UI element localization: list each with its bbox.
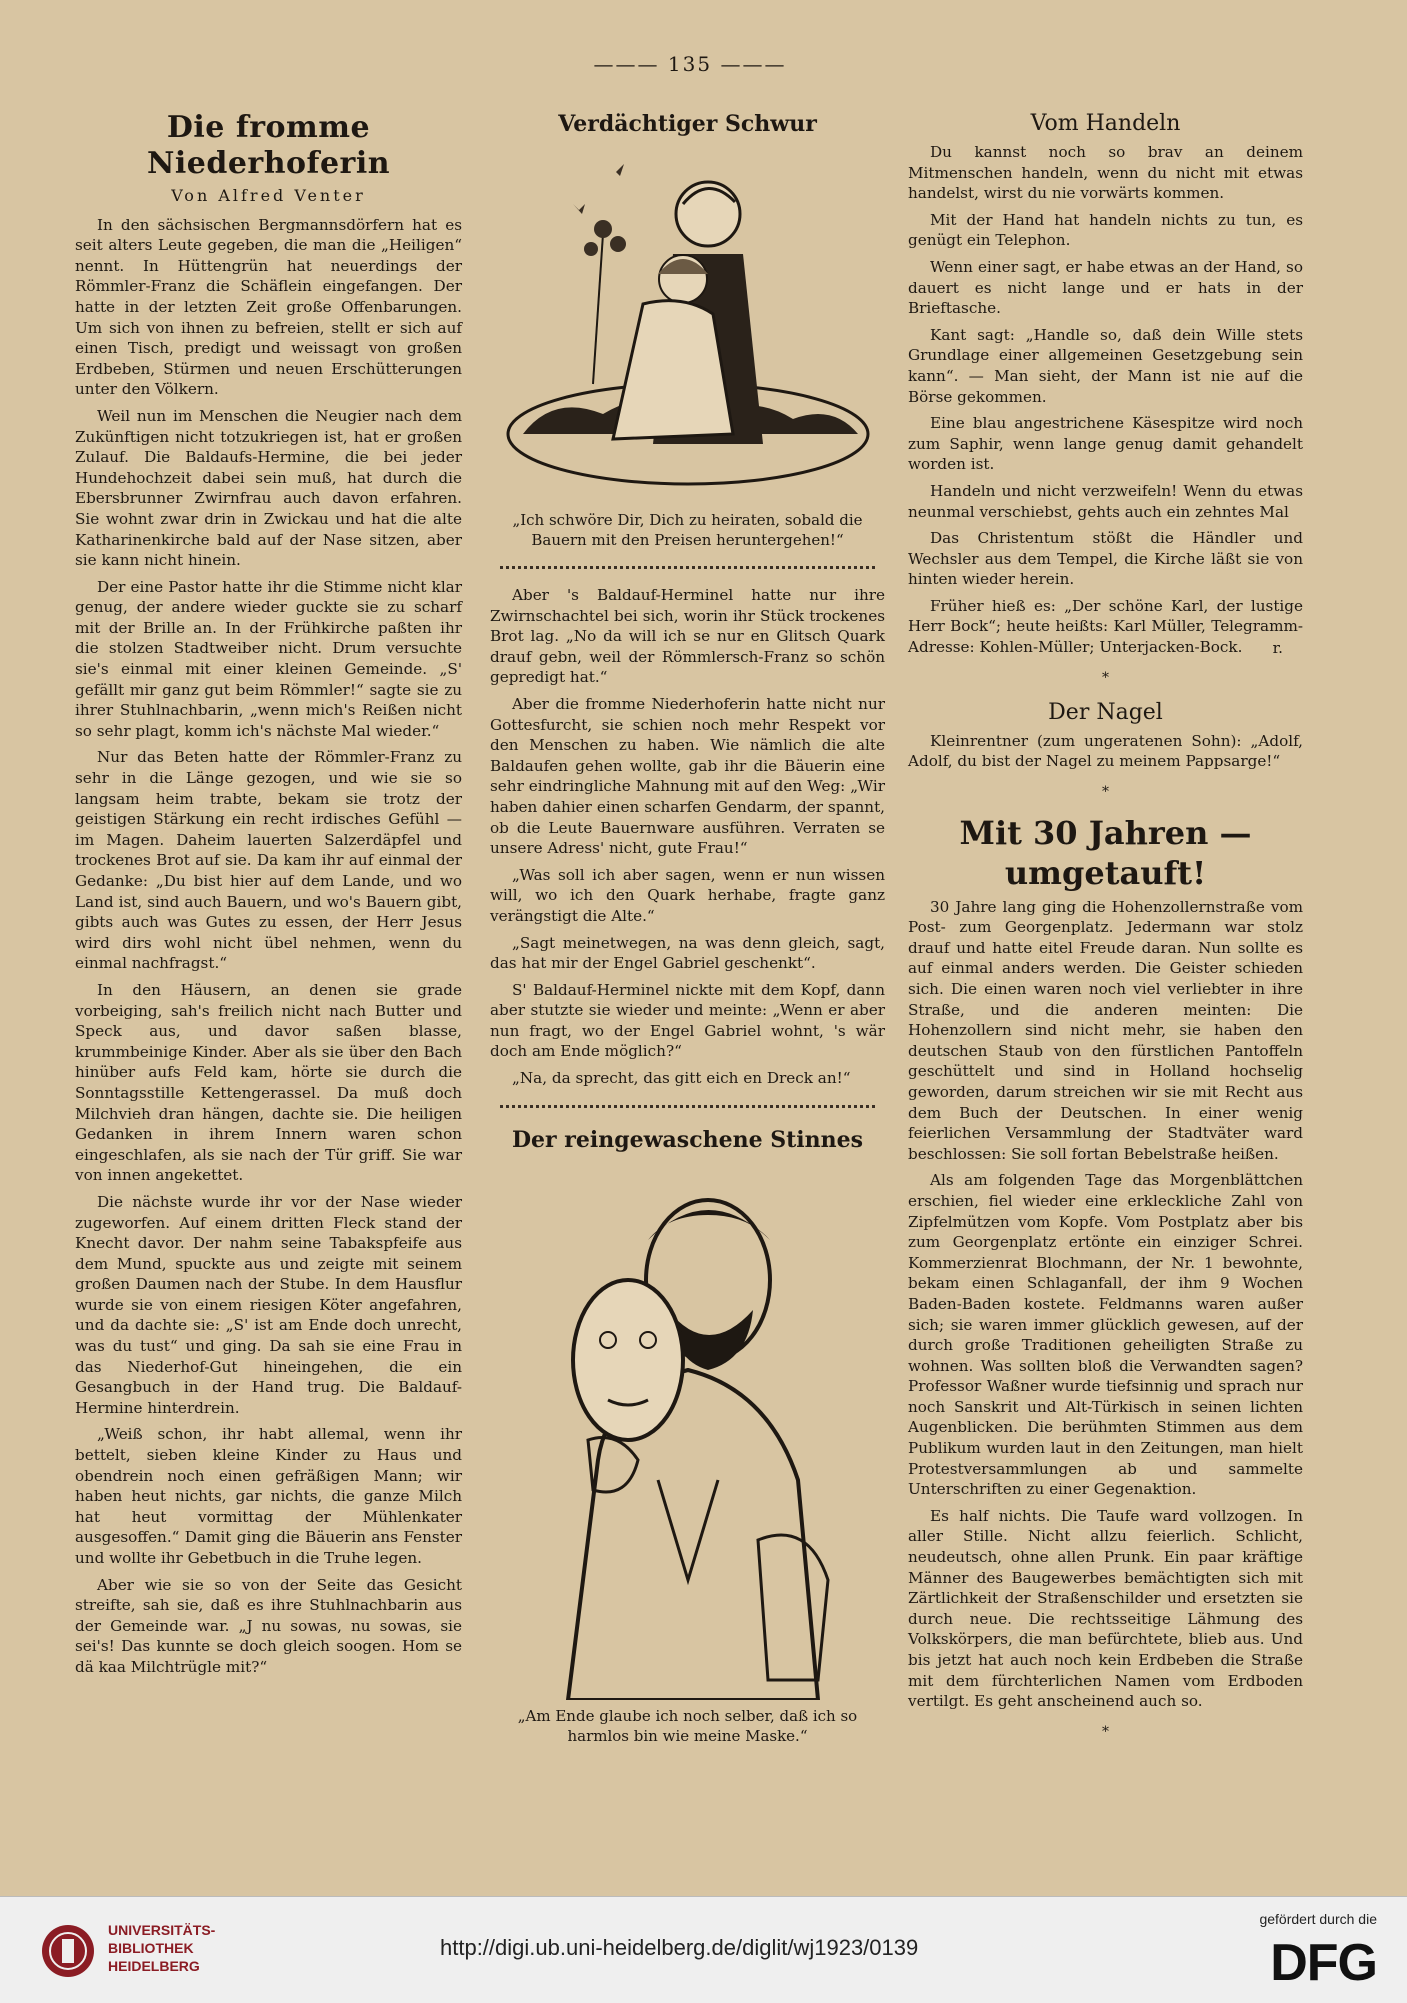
paragraph: Es half nichts. Die Taufe ward vollzogen. In aller Stille. Nicht allzu feierlich. Schlicht, neudeutsch, ohne allen Prunk. Ein paar kräftige Männer des Baugewerbes bemächtigten sich mit Zärtlichkeit der Straßenschilder und ersetzten sie durch neue. Die rechtsseitige Lähmung des Volkskörpers, die man befürchtete, blieb aus. Und bis jetzt hat auch noch kein Erdbeben die Straße mit dem fürchterlichen Namen vom Erdboden vertilgt. Es geht anscheinend auch so. <box>908 1506 1303 1711</box>
end-star: * <box>1102 1723 1109 1740</box>
dotted-divider <box>500 566 875 569</box>
viewer-footer <box>0 1896 1407 2003</box>
column-1 <box>75 110 462 1678</box>
paragraph: Du kannst noch so brav an deinem Mitmenschen handeln, wenn du nicht mit etwas handelst, wirst du nie vorwärts kommen. <box>908 143 1303 203</box>
author-signature: r. <box>1272 638 1283 657</box>
sponsor-text: gefördert durch die <box>1259 1911 1377 1927</box>
paragraph: „Was soll ich aber sagen, wenn er nun wissen will, wo ich den Quark herhabe, fragte ganz verängstigt die Alte.“ <box>490 865 885 925</box>
dotted-divider <box>500 1105 875 1108</box>
story-title-umgetauft: Mit 30 Jahren — umgetauft! <box>959 813 1252 892</box>
column-2 <box>490 110 885 1756</box>
library-seal-icon <box>40 1923 96 1979</box>
paragraph: Mit der Hand hat handeln nichts zu tun, es genügt ein Telephon. <box>908 210 1303 250</box>
dfg-logo: DFG <box>1270 1934 1377 1992</box>
story-title-handeln: Vom Handeln <box>1030 111 1181 136</box>
paragraph: Als am folgenden Tage das Morgenblättchen erschien, fiel wieder eine erkleckliche Zahl von Zipfelmützen vom Kopfe. Vom Postplatz aber bis zum Georgenplatz ertönte ein einziger Schrei. Kommerzienrat Blochmann, der Nr. 1 bewohnte, bekam einen Schlaganfall, der ihm 9 Wochen Baden-Baden kostete. Feldmanns waren außer sich; sie waren immer glücklich gewesen, auf der durch große Traditionen geheiligten Straße zu wohnen. Was sollten bloß die Verwandten sagen? Professor Waßner wurde tiefsinnig und sprach nur noch Sanskrit und Alt-Türkisch in seinen lichten Augenblicken. Die berühmten Stimmen aus dem Publikum wurden laut in den Zeitungen, man hielt Protestversammlungen ab und sammelte Unterschriften zu einer Gegenaktion. <box>908 1171 1303 1499</box>
paragraph: Die nächste wurde ihr vor der Nase wieder zugeworfen. Auf einem dritten Fleck stand der Knecht davor. Der nahm seine Tabakspfeife aus dem Mund, spuckte aus und zeigte mit seinem großen Daumen nach der Stube. In dem Hausflur wurde sie von einem riesigen Köter angefahren, und da dachte sie: „S' ist am Ende doch unrecht, was du tust“ und ging. Da sah sie eine Frau in das Niederhof-Gut hineingehen, die ein Gesangbuch in der Hand trug. Die Baldauf-Hermine hinterdrein. <box>75 1192 462 1417</box>
paragraph: In den sächsischen Bergmannsdörfern hat es seit alters Leute gegeben, die man die „Heiligen“ nennt. In Hüttengrün hat neuerdings der Römmler-Franz die Schäflein eingefangen. Der hatte in der letzten Zeit große Offenbarungen. Um sich von ihnen zu befreien, stellt er sich auf einen Tisch, predigt und weissagt von großen Erdbeben, Stürmen und neuen Erschütterungen unter den Völkern. <box>75 215 462 399</box>
couple-cartoon <box>493 144 883 504</box>
page-number-line: ——— 135 ——— <box>593 52 787 76</box>
library-name-line: HEIDELBERG <box>108 1958 200 1974</box>
cartoon-caption-stinnes: „Am Ende glaube ich noch selber, daß ich so harmlos bin wie meine Maske.“ <box>517 1706 858 1745</box>
library-name-line: UNIVERSITÄTS- <box>108 1922 216 1938</box>
paragraph: „Weiß schon, ihr habt allemal, wenn ihr bettelt, sieben kleine Kinder zu Haus und obendrein noch einen gefräßigen Mann; wir haben heut nichts, gar nichts, die ganze Milch hat heut vormittag der Mühlenkater ausgesoffen.“ Damit ging die Bäuerin ans Fenster und wollte ihr Gebetbuch in die Truhe legen. <box>75 1425 462 1567</box>
section-star: * <box>1102 784 1109 801</box>
paragraph: Kleinrentner (zum ungeratenen Sohn): „Adolf, Adolf, du bist der Nagel zu meinem Pappsarge!“ <box>908 731 1303 771</box>
paragraph: Handeln und nicht verzweifeln! Wenn du etwas neunmal verschiebst, gehts auch ein zehntes Mal <box>908 481 1303 521</box>
paragraph: Früher hieß es: „Der schöne Karl, der lustige Herr Bock“; heute heißts: Karl Müller, Telegramm-Adresse: Kohlen-Müller; Unterjacken-Bock. <box>908 596 1303 657</box>
paragraph: 30 Jahre lang ging die Hohenzollernstraße vom Post- zum Georgenplatz. Jedermann war stolz drauf und hatte eitel Freude daran. Nun sollte es auf einmal anders werden. Die Geister schieden sich. Die einen waren noch viel verliebter in ihre Straße, und die anderen meinten: Die Hohenzollern sind nicht mehr, sie haben den deutschen Staub von den fürstlichen Pantoffeln geschüttelt und sind in Holland hochselig geworden, darum streichen wir sie mit Recht aus dem Buch der Deutschen. In einer wenig feierlichen Versammlung der Stadtväter ward beschlossen: Sie soll fortan Bebelstraße heißen. <box>908 897 1303 1163</box>
column-3 <box>908 110 1303 1752</box>
permalink-url[interactable]: http://digi.ub.uni-heidelberg.de/diglit/wj1923/0139 <box>440 1935 919 1960</box>
section-star: * <box>1102 670 1109 687</box>
story-title-niederhoferin: Die fromme Niederhoferin <box>146 110 391 181</box>
paragraph: Das Christentum stößt die Händler und Wechsler aus dem Tempel, die Kirche läßt sie von hinten wieder herein. <box>908 529 1303 589</box>
stinnes-mask-cartoon <box>508 1160 868 1700</box>
library-name <box>108 1921 215 1975</box>
paragraph: S' Baldauf-Herminel nickte mit dem Kopf, dann aber stutzte sie wieder und meinte: „Wenn er aber nun fragt, wo der Engel Gabriel wohnt, 's wär doch am Ende möglich?“ <box>490 980 885 1061</box>
cartoon-caption-schwur: „Ich schwöre Dir, Dich zu heiraten, sobald die Bauern mit den Preisen heruntergehen!“ <box>512 511 863 549</box>
story-title-nagel: Der Nagel <box>1048 699 1163 725</box>
paragraph: Aber die fromme Niederhoferin hatte nicht nur Gottesfurcht, sie schien noch mehr Respekt vor den Menschen zu haben. Wie nämlich die alte Baldaufen gehen wollte, gab ihr die Bäuerin eine sehr eindringliche Mahnung mit auf den Weg: „Wir haben dahier einen scharfen Gendarm, der spannt, ob die Leute Bauernware ausführen. Verraten se unsere Adress' nicht, gute Frau!“ <box>490 694 885 858</box>
paragraph: Eine blau angestrichene Käsespitze wird noch zum Saphir, wenn lange genug damit gehandelt worden ist. <box>908 414 1303 474</box>
library-name-line: BIBLIOTHEK <box>108 1940 194 1956</box>
paragraph: „Na, da sprecht, das gitt eich en Dreck an!“ <box>512 1069 851 1088</box>
paragraph: In den Häusern, an denen sie grade vorbeiging, sah's freilich nicht nach Butter und Speck aus, und davor saßen blasse, krummbeinige Kinder. Aber als sie über den Bach hinüber aufs Feld kam, hörte sie durch die Sonntagsstille Kettengerassel. Da muß doch Milchvieh dran hängen, dachte sie. Die heiligen Gedanken in ihrem Innern waren schon eingeschlafen, als sie nach der Tür griff. Sie war von innen angekettet. <box>75 980 462 1185</box>
paragraph: Kant sagt: „Handle so, daß dein Wille stets Grundlage einer allgemeinen Gesetzgebung sein kann“. — Man sieht, der Mann ist nie auf die Börse gekommen. <box>908 325 1303 406</box>
paragraph: Aber wie sie so von der Seite das Gesicht streifte, sah sie, daß es ihre Stuhlnachbarin aus der Gemeinde war. „J nu sowas, nu sowas, sie sei's! Das kunnte se doch gleich soogen. Hom se dä kaa Milchtrügle mit?“ <box>75 1575 462 1676</box>
story-title-schwur: Verdächtiger Schwur <box>558 111 817 137</box>
paragraph: Weil nun im Menschen die Neugier nach dem Zukünftigen nicht totzukriegen ist, hat er großen Zulauf. Die Baldaufs-Hermine, die bei jeder Hundehochzeit dabei sein muß, hat durch die Ebersbrunner Zwirnfrau auch davon erfahren. Sie wohnt zwar drin in Zwickau und hat die alte Katharinenkirche bald auf der Nase sitzen, aber sie kann nicht hinein. <box>75 406 462 570</box>
paragraph: Wenn einer sagt, er habe etwas an der Hand, so dauert es nicht lange und er hats in der Brieftasche. <box>908 257 1303 318</box>
page-number: 135 <box>667 52 713 76</box>
paragraph: Aber 's Baldauf-Herminel hatte nur ihre Zwirnschachtel bei sich, worin ihr Stück trockenes Brot lag. „No da will ich se nur en Glitsch Quark drauf gebn, weil der Römmlersch-Franz so schön gepredigt hat.“ <box>490 586 885 687</box>
story-title-stinnes: Der reingewaschene Stinnes <box>511 1126 864 1153</box>
paragraph: „Sagt meinetwegen, na was denn gleich, sagt, das hat mir der Engel Gabriel geschenkt“. <box>490 933 885 973</box>
story-byline: Von Alfred Venter <box>171 186 366 205</box>
paragraph: Nur das Beten hatte der Römmler-Franz zu sehr in die Länge gezogen, und wie sie so langsam heim trabte, bekam sie trotz der geistigen Stärkung ein recht irdisches Gefühl — im Magen. Daheim lauerten Salzerdäpfel und trockenes Brot auf sie. Da kam ihr auf einmal der Gedanke: „Du bist hier auf dem Lande, und wo Land ist, sind auch Bauern, und wo's Bauern gibt, gibts auch was Gutes zu essen, der Herr Jesus wird dirs wohl nicht übel nehmen, wenn du einmal nachfragst.“ <box>75 748 462 973</box>
paragraph: Der eine Pastor hatte ihr die Stimme nicht klar genug, der andere wieder guckte sie zu scharf mit der Brille an. In der Frühkirche paßten ihr die stolzen Stadtweiber nicht. Drum versuchte sie's einmal mit einer kleinen Gemeinde. „S' gefällt mir ganz gut beim Römmler!“ sagte sie zu ihrer Stuhlnachbarin, „wenn mich's Reißen nicht so sehr plagt, komm ich's nächste Mal wieder.“ <box>75 577 462 740</box>
